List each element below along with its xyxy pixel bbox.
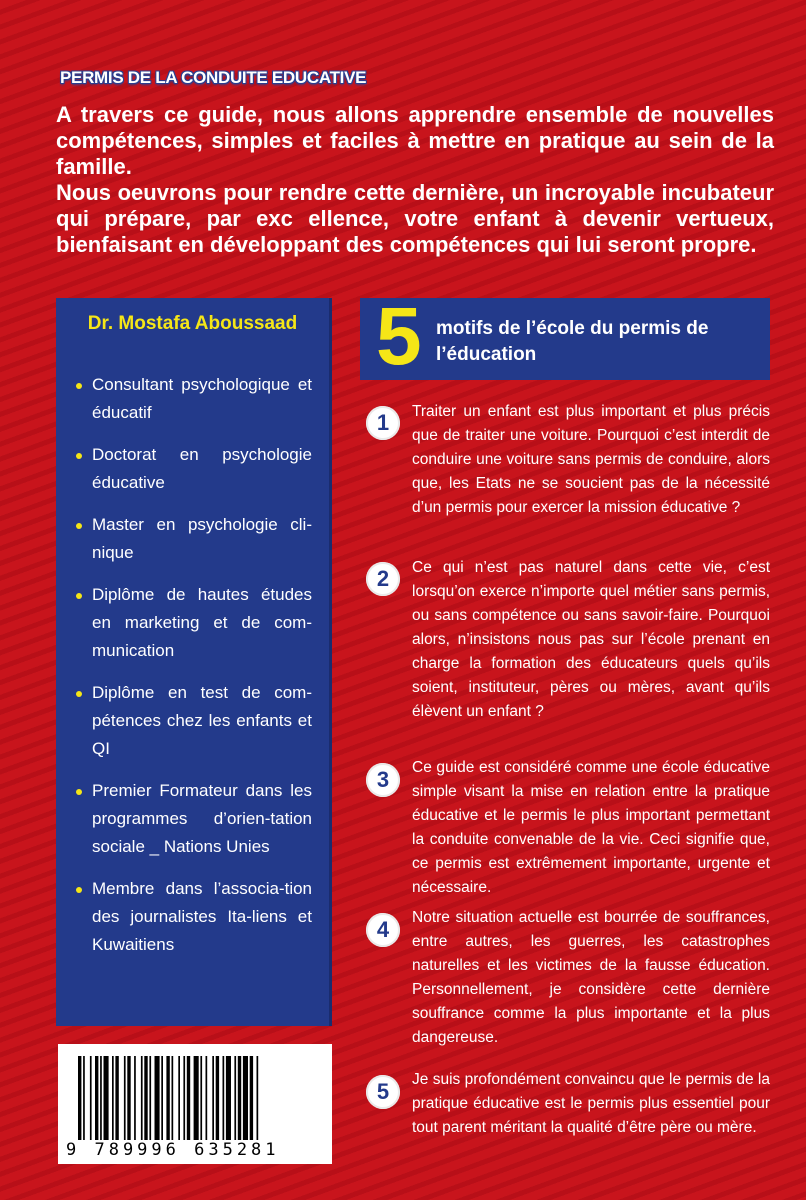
bullet-icon bbox=[76, 453, 82, 459]
bullet-icon bbox=[76, 383, 82, 389]
credentials-list bbox=[56, 371, 329, 959]
barcode-icon bbox=[78, 1056, 312, 1140]
motif-number-badge: 1 bbox=[366, 406, 400, 440]
author-panel bbox=[56, 298, 332, 1026]
isbn-barcode bbox=[58, 1044, 332, 1164]
isbn-digits: 9 789996 635281 bbox=[66, 1140, 280, 1160]
motif-text: Traiter un enfant est plus important et plus précis que de traiter une voiture. Pourquoi c’est interdit de conduire une voiture sans permis de conduire, alors que, les Etats ne se soucient pas de la nécessité d’un permis pour exercer la mission éducative ? bbox=[412, 403, 770, 516]
intro-paragraph-2: Nous oeuvrons pour rendre cette dernière, un incroyable incubateur qui prépare, par exc ellence, votre enfant à devenir vertueux, bienfaisant en développant des compétences qui lui seront propre. bbox=[56, 180, 774, 257]
bullet-icon bbox=[76, 593, 82, 599]
motif-number-badge: 5 bbox=[366, 1075, 400, 1109]
motif-text: Je suis profondément convaincu que le permis de la pratique éducative est le permis plus essentiel pour tout parent méritant la qualité d’être père ou mère. bbox=[412, 1071, 770, 1136]
credential-item: Diplôme de hautes études en marketing et de com-munication bbox=[74, 581, 312, 665]
author-name: Dr. Mostafa Aboussaad bbox=[87, 313, 298, 334]
motifs-count: 5 bbox=[376, 291, 422, 382]
motif-text: Notre situation actuelle est bourrée de souffrances, entre autres, les guerres, les catastrophes naturelles et les victimes de la fausse éducation. Personnellement, je considère cette dernière souffrance comme la plus importante et la plus dangereuse. bbox=[412, 909, 770, 1046]
bullet-icon bbox=[76, 691, 82, 697]
credential-item: Master en psychologie cli-nique bbox=[74, 511, 312, 567]
motifs-title: motifs de l’école du permis de l’éducation bbox=[436, 318, 709, 365]
bullet-icon bbox=[76, 789, 82, 795]
motifs-header bbox=[360, 291, 770, 382]
credential-item: Consultant psychologique et éducatif bbox=[74, 371, 312, 427]
credential-item: Diplôme en test de com-pétences chez les enfants et QI bbox=[74, 679, 312, 763]
credential-item: Premier Formateur dans les programmes d’orien-tation sociale _ Nations Unies bbox=[74, 777, 312, 861]
motif-number-badge: 3 bbox=[366, 763, 400, 797]
motif-number-badge: 2 bbox=[366, 562, 400, 596]
intro-paragraph-1: A travers ce guide, nous allons apprendre ensemble de nouvelles compétences, simples et faciles à mettre en pratique au sein de la famille. bbox=[56, 102, 774, 179]
bullet-icon bbox=[76, 523, 82, 529]
motif-text: Ce qui n’est pas naturel dans cette vie, c’est lorsqu’on exerce n’importe quel métier sans permis, ou sans compétence ou sans savoir-faire. Pourquoi alors, n’insistons nous pas sur l’école prenant en charge la formation des éducateurs quels qu’ils soient, instituteur, pères ou mères, avant qu’ils élèvent un enfant ? bbox=[412, 559, 770, 720]
motif-text: Ce guide est considéré comme une école éducative simple visant la mise en relation entre la pratique éducative et le permis le plus important permettant la conduite convenable de la vie. Ceci signifie que, ce permis est extrêmement importante, urgente et nécessaire. bbox=[412, 759, 770, 896]
credential-item: Doctorat en psychologie éducative bbox=[74, 441, 312, 497]
credential-item: Membre dans l’associa-tion des journalistes Ita-liens et Kuwaitiens bbox=[74, 875, 312, 959]
motif-number-badge: 4 bbox=[366, 913, 400, 947]
page-title: PERMIS DE LA CONDUITE EDUCATIVE bbox=[60, 68, 367, 87]
bullet-icon bbox=[76, 887, 82, 893]
